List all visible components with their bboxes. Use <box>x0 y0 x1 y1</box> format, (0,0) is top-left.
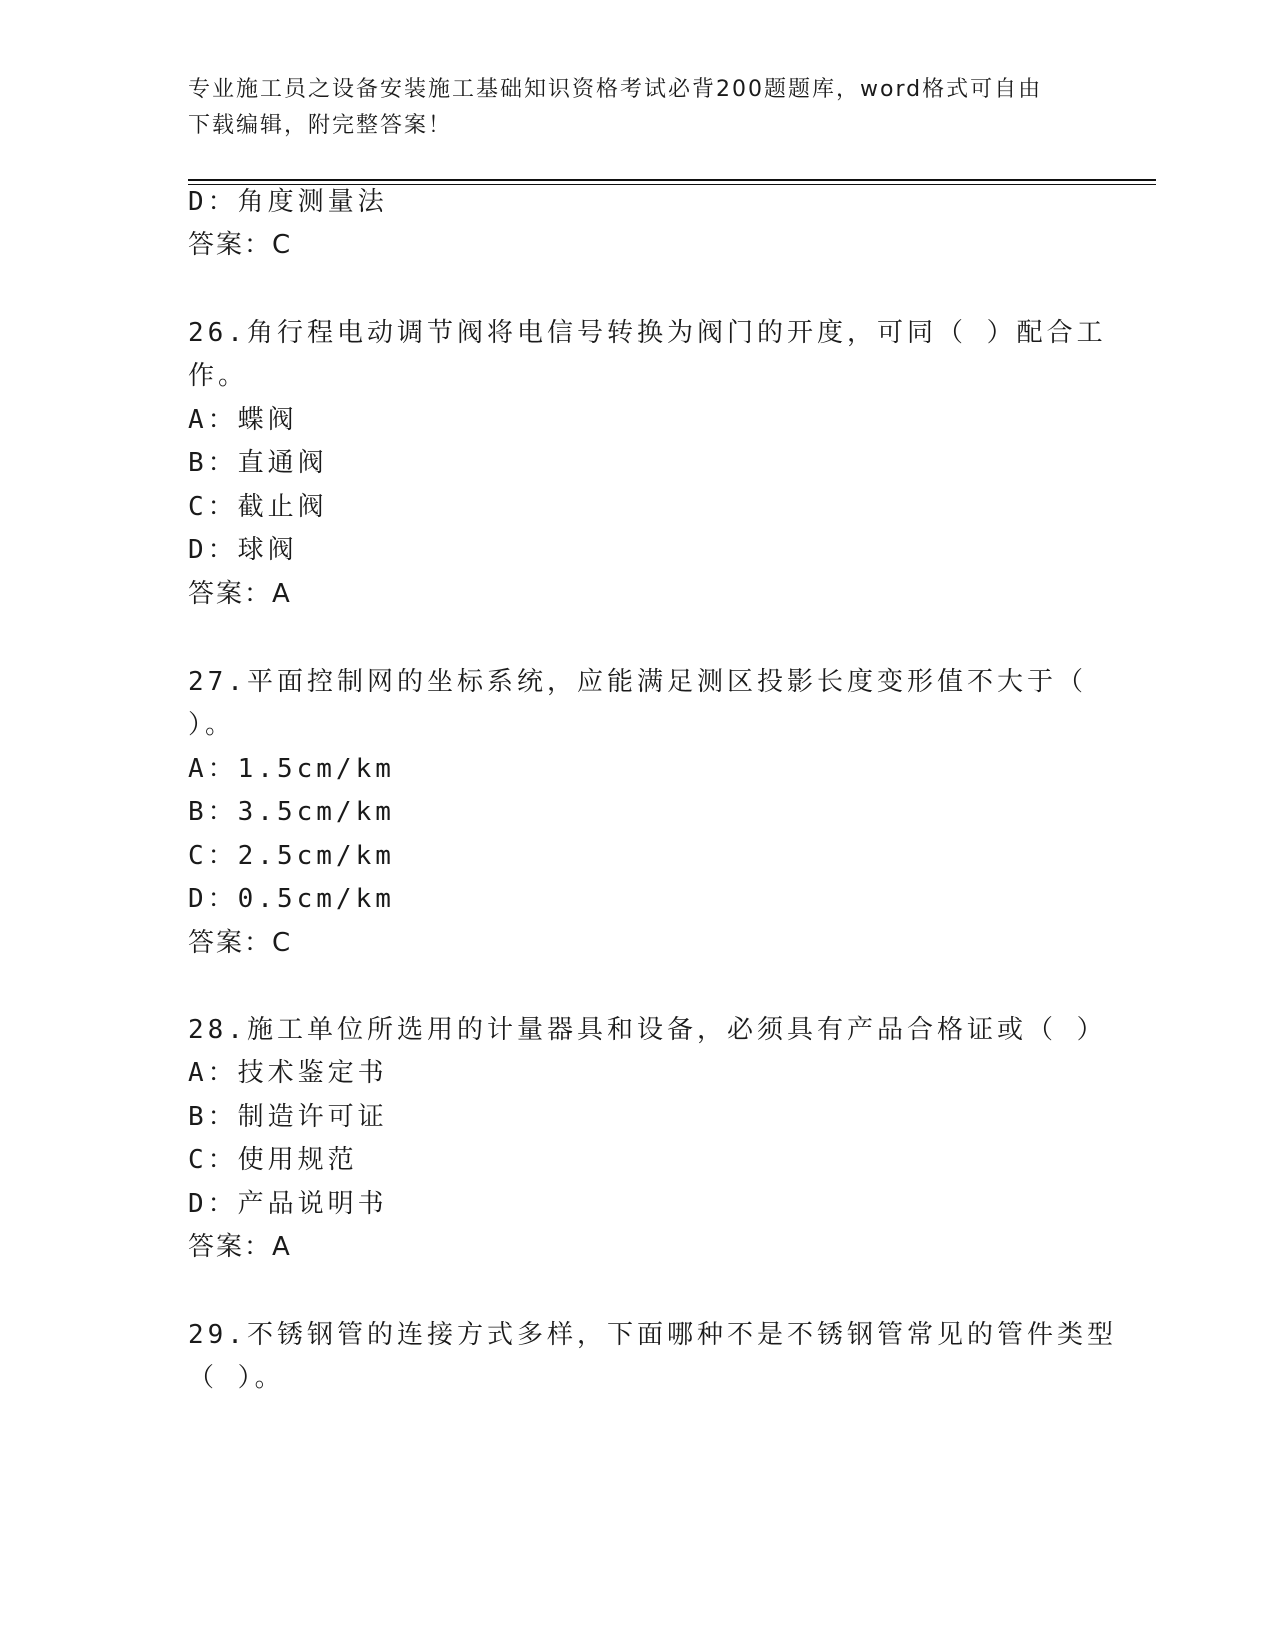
q26-option-b: B：直通阀 <box>188 448 328 478</box>
header-title-line-2: 下载编辑，附完整答案！ <box>188 113 453 138</box>
q28-option-a: A：技术鉴定书 <box>188 1058 388 1088</box>
q27-option-b: B：3.5cm/km <box>188 797 395 827</box>
q28-option-b: B：制造许可证 <box>188 1102 388 1132</box>
q28-answer: 答案：A <box>188 1232 292 1262</box>
q28-stem-line-1: 28.施工单位所选用的计量器具和设备，必须具有产品合格证或（ ） <box>188 1015 1107 1045</box>
prev-option-d: D：角度测量法 <box>188 187 388 217</box>
q26-stem-line-1: 26.角行程电动调节阀将电信号转换为阀门的开度，可同（ ）配合工 <box>188 318 1107 348</box>
q26-answer: 答案：A <box>188 579 292 609</box>
q27-answer: 答案：C <box>188 928 293 958</box>
q26-stem-line-2: 作。 <box>188 361 249 391</box>
q28-option-d: D：产品说明书 <box>188 1189 388 1219</box>
q26-option-d: D：球阀 <box>188 535 298 565</box>
q27-option-a: A：1.5cm/km <box>188 754 395 784</box>
q27-stem-line-1: 27.平面控制网的坐标系统，应能满足测区投影长度变形值不大于（ <box>188 667 1087 697</box>
prev-answer: 答案：C <box>188 230 293 260</box>
q26-option-c: C：截止阀 <box>188 492 328 522</box>
q26-option-a: A：蝶阀 <box>188 405 298 435</box>
header-title-line-1: 专业施工员之设备安装施工基础知识资格考试必背200题题库，word格式可自由 <box>188 77 1043 102</box>
q29-stem-line-1: 29.不锈钢管的连接方式多样，下面哪种不是不锈钢管常见的管件类型 <box>188 1320 1117 1350</box>
q29-stem-line-2: （ ）。 <box>188 1363 285 1393</box>
q28-option-c: C：使用规范 <box>188 1145 358 1175</box>
q27-option-c: C：2.5cm/km <box>188 841 395 871</box>
document-header <box>188 72 1088 144</box>
q27-stem-line-2: ）。 <box>188 710 236 740</box>
q27-option-d: D：0.5cm/km <box>188 884 395 914</box>
